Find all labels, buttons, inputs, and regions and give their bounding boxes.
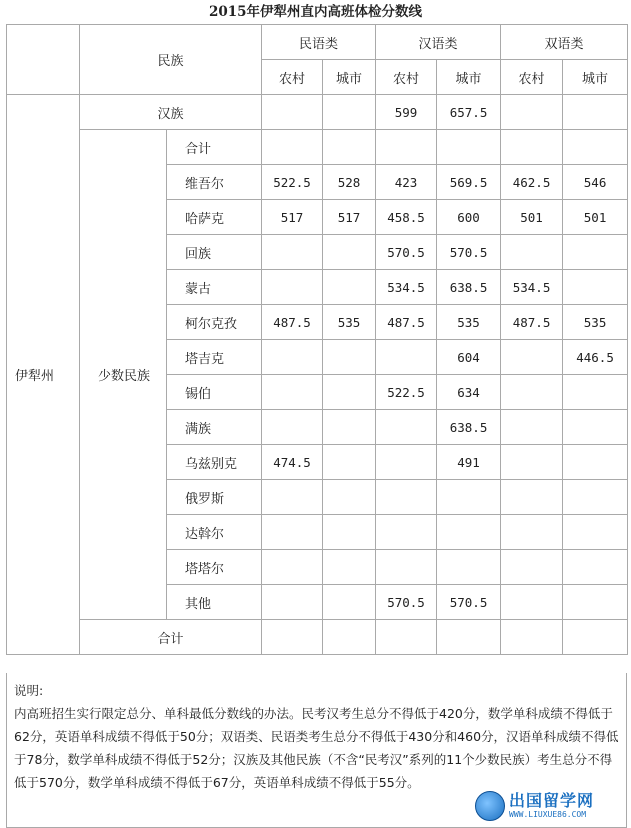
header-ethnicity: 民族 bbox=[80, 25, 262, 95]
score-cell bbox=[323, 340, 376, 375]
score-cell bbox=[501, 480, 563, 515]
header-group-hanyu: 汉语类 bbox=[376, 25, 501, 60]
watermark-url: WWW.LIUXUE86.COM bbox=[509, 810, 587, 819]
score-cell bbox=[563, 130, 628, 165]
header-subcol: 农村 bbox=[501, 60, 563, 95]
score-cell bbox=[501, 95, 563, 130]
table-row-total bbox=[7, 620, 628, 655]
score-cell bbox=[323, 270, 376, 305]
score-cell: 501 bbox=[563, 200, 628, 235]
score-cell bbox=[323, 445, 376, 480]
score-cell bbox=[262, 480, 323, 515]
score-cell: 522.5 bbox=[376, 375, 437, 410]
score-cell: 501 bbox=[501, 200, 563, 235]
score-cell bbox=[323, 235, 376, 270]
score-cell bbox=[563, 95, 628, 130]
score-cell: 535 bbox=[323, 305, 376, 340]
row-label: 锡伯 bbox=[167, 375, 262, 410]
score-cell: 528 bbox=[323, 165, 376, 200]
score-cell bbox=[563, 375, 628, 410]
row-label: 哈萨克 bbox=[167, 200, 262, 235]
score-cell bbox=[323, 480, 376, 515]
globe-logo-icon bbox=[475, 791, 505, 821]
score-cell bbox=[437, 130, 501, 165]
score-cell: 423 bbox=[376, 165, 437, 200]
score-cell: 599 bbox=[376, 95, 437, 130]
region-cell: 伊犁州 bbox=[7, 95, 80, 655]
table-row-han bbox=[7, 95, 628, 130]
score-cell: 535 bbox=[563, 305, 628, 340]
score-cell bbox=[262, 375, 323, 410]
header-subcol: 城市 bbox=[323, 60, 376, 95]
row-label: 合计 bbox=[80, 620, 262, 655]
score-cell bbox=[262, 340, 323, 375]
score-cell: 600 bbox=[437, 200, 501, 235]
minority-group-cell: 少数民族 bbox=[80, 130, 167, 620]
score-cell: 522.5 bbox=[262, 165, 323, 200]
row-label: 合计 bbox=[167, 130, 262, 165]
header-subcol: 城市 bbox=[563, 60, 628, 95]
score-cell: 517 bbox=[262, 200, 323, 235]
score-cell bbox=[501, 620, 563, 655]
score-cell: 604 bbox=[437, 340, 501, 375]
score-cell bbox=[376, 515, 437, 550]
score-cell bbox=[323, 375, 376, 410]
score-cell bbox=[501, 375, 563, 410]
score-cell bbox=[501, 445, 563, 480]
notes-body: 内高班招生实行限定总分、单科最低分数线的办法。民考汉考生总分不得低于420分，数学单科成绩不得低于62分，英语单科成绩不得低于50分；双语类、民语类考生总分不得低于430分和460分，汉语单科成绩不得低于78分，数学单科成绩不得低于52分；汉族及其他民族（不含“民考汉”系列的11个少数民族）考生总分不得低于570分，数学单科成绩不得低于67分，英语单科成绩不得低于55分。 bbox=[14, 706, 619, 790]
score-cell bbox=[563, 585, 628, 620]
score-cell: 534.5 bbox=[501, 270, 563, 305]
score-cell bbox=[376, 410, 437, 445]
score-cell bbox=[323, 550, 376, 585]
score-cell bbox=[323, 130, 376, 165]
score-cell bbox=[501, 585, 563, 620]
row-label: 柯尔克孜 bbox=[167, 305, 262, 340]
score-cell bbox=[563, 270, 628, 305]
score-cell bbox=[501, 550, 563, 585]
table-row bbox=[7, 130, 628, 165]
score-cell bbox=[262, 130, 323, 165]
score-cell: 517 bbox=[323, 200, 376, 235]
score-table bbox=[6, 24, 628, 655]
score-cell: 534.5 bbox=[376, 270, 437, 305]
score-cell bbox=[376, 550, 437, 585]
score-cell bbox=[262, 550, 323, 585]
row-label: 回族 bbox=[167, 235, 262, 270]
score-cell bbox=[376, 340, 437, 375]
header-subcol: 城市 bbox=[437, 60, 501, 95]
score-cell: 657.5 bbox=[437, 95, 501, 130]
score-cell bbox=[563, 480, 628, 515]
score-cell: 487.5 bbox=[376, 305, 437, 340]
row-label: 其他 bbox=[167, 585, 262, 620]
score-cell bbox=[437, 620, 501, 655]
score-cell: 491 bbox=[437, 445, 501, 480]
score-cell: 458.5 bbox=[376, 200, 437, 235]
score-cell: 570.5 bbox=[437, 585, 501, 620]
score-cell bbox=[323, 620, 376, 655]
row-label: 达斡尔 bbox=[167, 515, 262, 550]
score-cell bbox=[262, 270, 323, 305]
score-cell bbox=[376, 620, 437, 655]
score-cell: 446.5 bbox=[563, 340, 628, 375]
score-cell bbox=[262, 620, 323, 655]
score-cell bbox=[563, 235, 628, 270]
score-cell bbox=[563, 550, 628, 585]
score-cell bbox=[501, 340, 563, 375]
score-cell: 570.5 bbox=[376, 585, 437, 620]
row-label: 俄罗斯 bbox=[167, 480, 262, 515]
score-cell bbox=[376, 480, 437, 515]
score-cell: 570.5 bbox=[376, 235, 437, 270]
score-cell bbox=[501, 235, 563, 270]
score-cell bbox=[563, 445, 628, 480]
header-subcol: 农村 bbox=[262, 60, 323, 95]
score-cell bbox=[563, 515, 628, 550]
score-cell: 570.5 bbox=[437, 235, 501, 270]
score-cell: 638.5 bbox=[437, 410, 501, 445]
header-blank-cell bbox=[7, 25, 80, 95]
score-cell bbox=[262, 515, 323, 550]
score-cell bbox=[437, 480, 501, 515]
row-label: 汉族 bbox=[80, 95, 262, 130]
header-group-shuangyu: 双语类 bbox=[501, 25, 628, 60]
row-label: 塔吉克 bbox=[167, 340, 262, 375]
notes-heading: 说明: bbox=[14, 683, 44, 698]
score-cell: 638.5 bbox=[437, 270, 501, 305]
score-cell bbox=[262, 235, 323, 270]
score-cell bbox=[501, 130, 563, 165]
page-title: 2015年伊犁州直内高班体检分数线 bbox=[208, 4, 423, 20]
score-cell bbox=[437, 550, 501, 585]
score-cell bbox=[323, 585, 376, 620]
score-cell bbox=[376, 445, 437, 480]
score-cell: 474.5 bbox=[262, 445, 323, 480]
score-cell bbox=[501, 410, 563, 445]
score-cell bbox=[323, 515, 376, 550]
row-label: 维吾尔 bbox=[167, 165, 262, 200]
score-cell bbox=[563, 410, 628, 445]
score-cell: 462.5 bbox=[501, 165, 563, 200]
header-subcol: 农村 bbox=[376, 60, 437, 95]
row-label: 满族 bbox=[167, 410, 262, 445]
score-cell: 634 bbox=[437, 375, 501, 410]
row-label: 塔塔尔 bbox=[167, 550, 262, 585]
score-cell bbox=[563, 620, 628, 655]
score-cell bbox=[323, 95, 376, 130]
score-cell: 487.5 bbox=[501, 305, 563, 340]
score-cell bbox=[262, 585, 323, 620]
watermark-text: 出国留学网 bbox=[509, 791, 595, 810]
score-cell bbox=[376, 130, 437, 165]
score-cell bbox=[501, 515, 563, 550]
watermark bbox=[475, 790, 625, 822]
score-cell bbox=[323, 410, 376, 445]
score-cell bbox=[437, 515, 501, 550]
score-cell: 535 bbox=[437, 305, 501, 340]
row-label: 蒙古 bbox=[167, 270, 262, 305]
score-cell bbox=[262, 95, 323, 130]
score-cell: 487.5 bbox=[262, 305, 323, 340]
header-group-minyu: 民语类 bbox=[262, 25, 376, 60]
score-cell: 569.5 bbox=[437, 165, 501, 200]
score-cell bbox=[262, 410, 323, 445]
header-row-groups bbox=[7, 25, 628, 60]
score-cell: 546 bbox=[563, 165, 628, 200]
row-label: 乌兹别克 bbox=[167, 445, 262, 480]
